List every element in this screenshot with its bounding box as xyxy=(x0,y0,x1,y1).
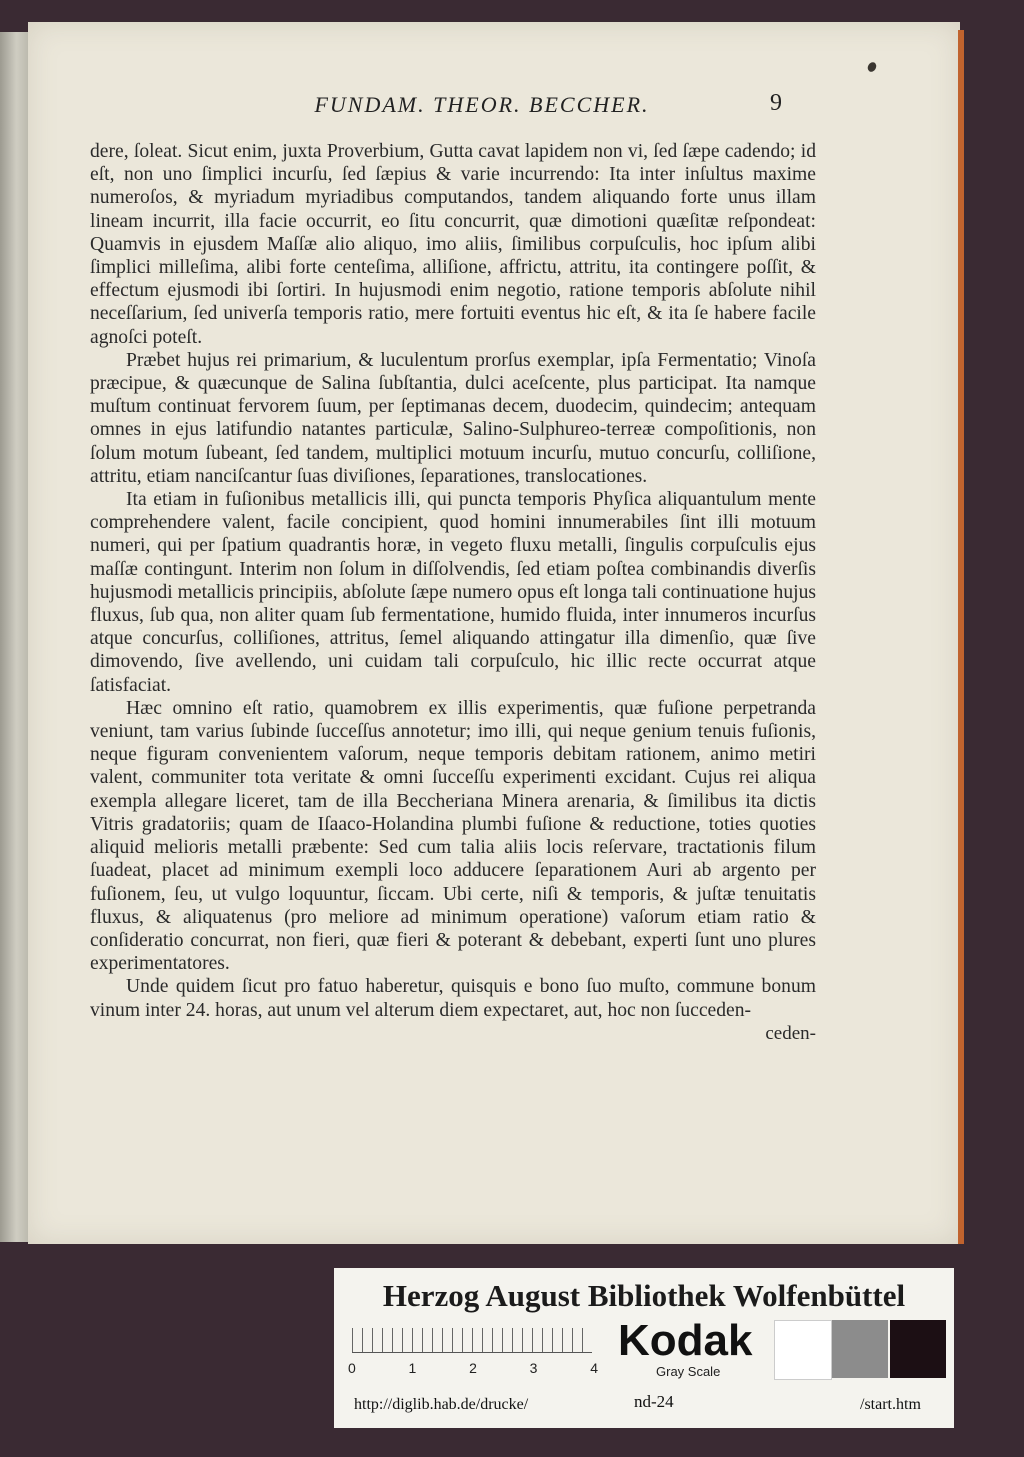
ruler-scale xyxy=(352,1328,592,1353)
library-stamp xyxy=(334,1268,954,1428)
page-edge-red xyxy=(958,30,964,1244)
ruler-number: 4 xyxy=(590,1360,598,1376)
ruler-number: 2 xyxy=(469,1360,477,1376)
catchword: ceden- xyxy=(765,1022,816,1044)
gray-swatch-dark xyxy=(890,1320,946,1378)
gray-swatch-white xyxy=(774,1320,832,1380)
paragraph-3: Ita etiam in fuſionibus metallicis illi, qui puncta temporis Phyſica aliquantulum mente comprehendere valent, facile concipient, quod homini innumerabiles ſint illi motuum numeri, qui per ſpatium quadrantis horæ, in vegeto fluxu metalli, ſingulis corpuſculis ejus maſſæ contingunt. Interim non ſolum in diſſolvendis, ſed etiam poſtea combinandis diverſis hujusmodi metallicis principiis, abſolute ſæpe numero opus eſt longa tali continuatione hujus fluxus, ſub qua, non aliter quam ſub fermentatione, humido fluida, inter innumeros incurſus atque concurſus, colliſiones, attritus, ſemel aliquando attingatur illa dimenſio, quæ ſive dimovendo, ſive avellendo, uni cuidam tali corpuſculo, hic illic recte occurrat atque ſatisfaciat. xyxy=(90,489,816,696)
ruler-number: 3 xyxy=(529,1360,538,1376)
gray-scale-label: Gray Scale xyxy=(656,1364,721,1379)
shelfmark: nd-24 xyxy=(634,1392,674,1411)
url-right: /start.htm xyxy=(860,1396,921,1413)
text-block xyxy=(90,140,816,1045)
gray-swatch-mid xyxy=(832,1320,888,1378)
kodak-logo: Kodak xyxy=(618,1316,753,1365)
page-number: 9 xyxy=(770,90,782,116)
url-left: http://diglib.hab.de/drucke/ xyxy=(354,1396,529,1413)
book-edge xyxy=(0,32,30,1242)
ruler-number: 0 xyxy=(348,1360,356,1376)
ruler-numbers xyxy=(348,1360,598,1376)
ruler-number: 1 xyxy=(408,1360,417,1376)
running-head: FUNDAM. THEOR. BECCHER. xyxy=(314,92,650,117)
paragraph-4: Hæc omnino eſt ratio, quamobrem ex illis experimentis, quæ fuſione perpetranda veniunt, tam varius ſubinde ſucceſſus annotetur; imo illi, qui neque genium tenuis fuſionis, neque figuram convenientem vaſorum, neque temporis debitam rationem, animo metiri valent, communiter tota veritate & omni ſucceſſu experimenti excidant. Cujus rei aliqua exempla allegare liceret, tam de illa Beccheriana Minera arenaria, & ſimilibus ita dictis Vitris gradatoriis; quam de Iſaaco-Holandina plumbi fuſione & reductione, toties quoties aliquid melioris metalli præbente: Sed cum talia aliis locis reſervare, tractationis filum ſuadeat, placet ad minimum exempli loco adducere ſeparationem Auri ab argento per fuſionem, ſeu, ut vulgo loquuntur, ſiccam. Ubi certe, niſi & temporis, & juſtæ tenuitatis fluxus, & aliquatenus (pro meliore ad minimum operatione) vaſorum etiam ratio & conſideratio concurrat, non fieri, quæ fieri & poterant & debebant, experti ſunt uno plures experimentatores. xyxy=(90,697,816,975)
paragraph-2: Præbet hujus rei primarium, & luculentum prorſus exemplar, ipſa Fermentatio; Vinoſa præcipue, & quæcunque de Salina ſubſtantia, dulci aceſcente, plus participat. Ita namque muſtum continuat fervorem ſuum, per ſeptimanas decem, duodecim, quindecim; antequam omnes in ejus latifundio natantes particulæ, Salino-Sulphureo-terreæ compoſitionis, non ſolum motum ſubeant, ſed tandem, multiplici motuum incurſu, mutuo concurſu, colliſione, attritu, etiam nanciſcantur ſuas diviſiones, ſeparationes, translocationes. xyxy=(90,349,816,487)
library-name: Herzog August Bibliothek Wolfenbüttel xyxy=(382,1278,906,1313)
paragraph-1: dere, ſoleat. Sicut enim, juxta Proverbium, Gutta cavat lapidem non vi, ſed ſæpe cadendo; id eſt, non uno ſimplici incurſu, ſed ſæpius & varie incurrendo: Ita inter inſultus maxime numeroſos, & myriadum myriadibus computandos, tandem aliquando forte unus illam lineam incurrit, illa facie occurrit, eo ſitu concurrit, quæ dimotioni quæſitæ reſpondeat: Quamvis in ejusdem Maſſæ alio aliquo, imo aliis, ſimilibus corpuſculis, hoc ipſum alibi ſimplici milleſima, alibi forte centeſima, alliſione, affrictu, attritu, ita contingere poſſit, & effectum ejusmodi ibi ſortiri. In hujusmodi enim negotio, ratione temporis abſolute nihil neceſſarium, ſed univerſa temporis ratio, mere fortuiti eventus hic eſt, & ita ſe habere facile agnoſci poteſt. xyxy=(90,141,816,348)
paragraph-5: Unde quidem ſicut pro fatuo haberetur, quisquis e bono ſuo muſto, commune bonum vinum inter 24. horas, aut unum vel alterum diem expectaret, aut, hoc non ſucceden- xyxy=(90,976,816,1021)
